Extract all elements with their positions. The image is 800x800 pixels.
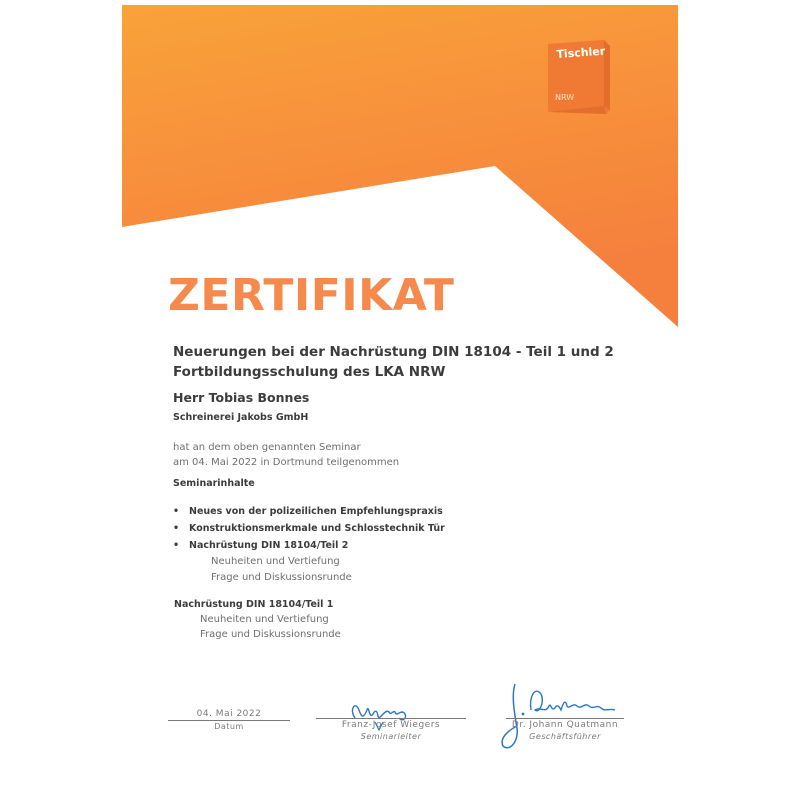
list-subitem: Frage und Diskussionsrunde <box>211 572 352 583</box>
list-item <box>173 503 445 520</box>
leader-block <box>316 718 466 742</box>
recipient-name: Herr Tobias Bonnes <box>173 390 310 405</box>
list-item <box>173 520 445 537</box>
date-value: 04. Mai 2022 <box>196 709 262 719</box>
seminar-heading-line2: Fortbildungsschulung des LKA NRW <box>173 364 446 380</box>
participation-line1: hat an dem oben genannten Seminar <box>173 442 361 453</box>
list-item-label: Neues von der polizeilichen Empfehlungspraxis <box>189 506 443 517</box>
leader-role: Seminarleiter <box>360 732 422 741</box>
logo-text-tischler: Tischler <box>556 44 606 61</box>
seminar-contents-title: Seminarinhalte <box>173 478 255 489</box>
date-block <box>168 708 290 732</box>
list-subitem: Neuheiten und Vertiefung <box>200 614 329 625</box>
participation-statement <box>173 440 399 470</box>
list-item-label: Nachrüstung DIN 18104/Teil 2 <box>189 540 349 551</box>
seminar-heading-line1: Neuerungen bei der Nachrüstung DIN 18104 - Teil 1 und 2 <box>173 344 614 360</box>
section-teil-1 <box>174 597 341 642</box>
section-teil-1-title: Nachrüstung DIN 18104/Teil 1 <box>174 599 334 610</box>
list-item <box>173 537 445 586</box>
seminar-contents-list <box>173 503 445 586</box>
date-caption: Datum <box>214 722 244 731</box>
director-role: Geschäftsführer <box>529 732 601 741</box>
list-item-label: Konstruktionsmerkmale und Schlosstechnik Tür <box>189 523 445 534</box>
recipient-company: Schreinerei Jakobs GmbH <box>173 412 309 423</box>
seminar-heading <box>173 342 614 382</box>
certificate-title: ZERTIFIKAT <box>168 270 455 321</box>
list-subitem: Frage und Diskussionsrunde <box>200 629 341 640</box>
list-subitem: Neuheiten und Vertiefung <box>211 556 340 567</box>
director-name: Dr. Johann Quatmann <box>511 720 619 730</box>
leader-name: Franz-Josef Wiegers <box>341 720 441 730</box>
logo-text-nrw: NRW <box>555 93 575 102</box>
participation-line2: am 04. Mai 2022 in Dortmund teilgenommen <box>173 457 400 468</box>
director-block <box>506 718 624 742</box>
